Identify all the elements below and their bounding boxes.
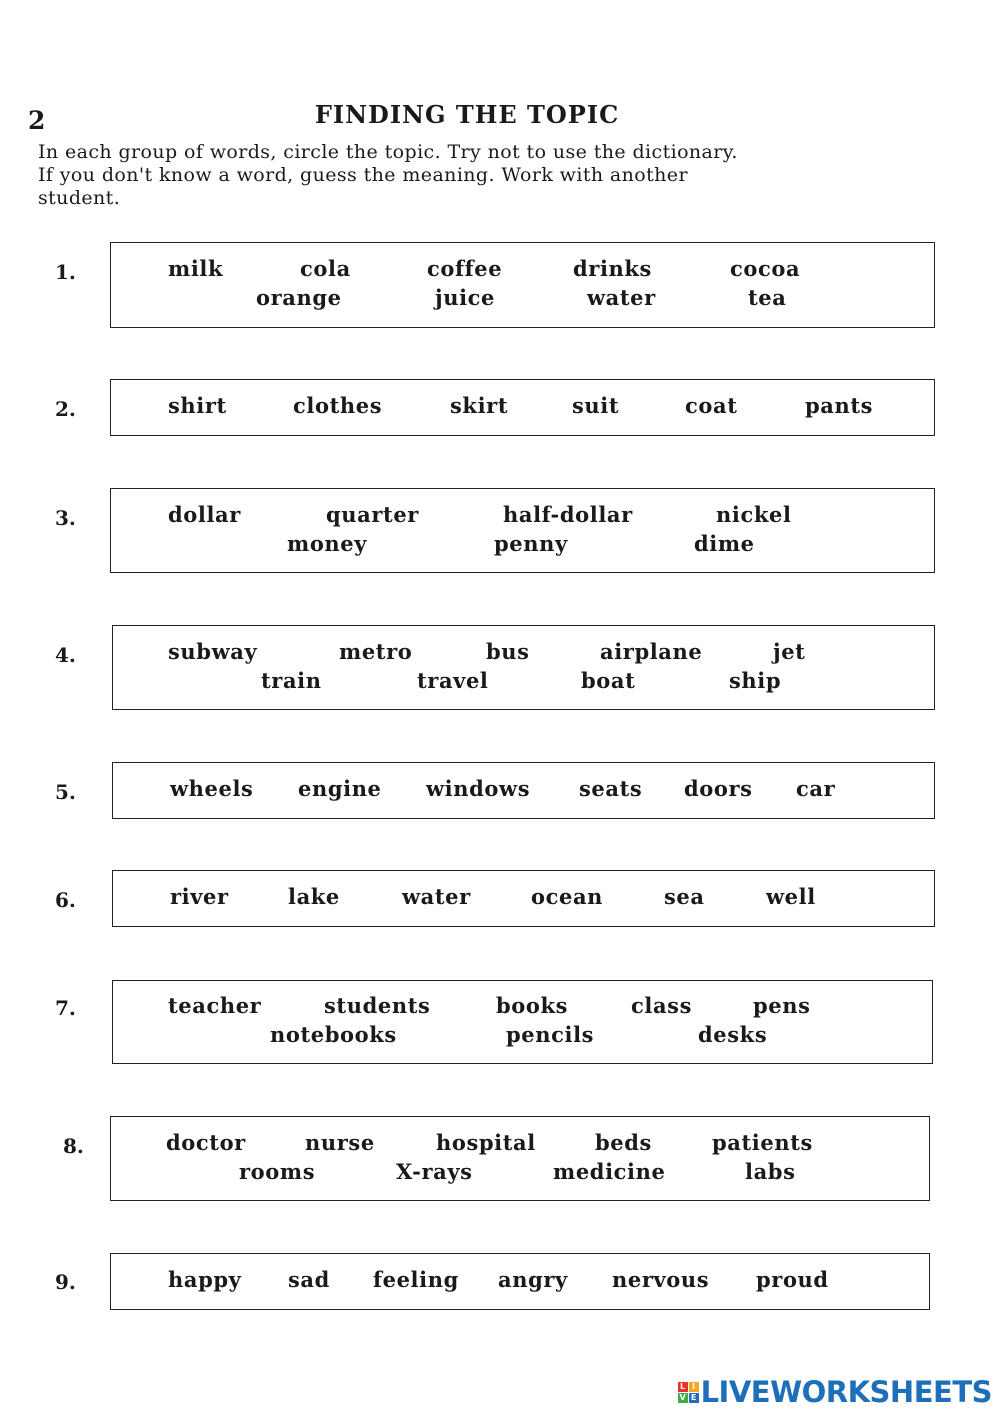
exercise-1-number: 1. bbox=[55, 260, 76, 284]
exercise-6-word[interactable]: ocean bbox=[531, 884, 604, 909]
exercise-4-box bbox=[112, 625, 935, 710]
instructions bbox=[38, 141, 918, 210]
exercise-3-number: 3. bbox=[55, 506, 76, 530]
exercise-7-word[interactable]: class bbox=[631, 993, 693, 1018]
exercise-8-word[interactable]: labs bbox=[745, 1159, 796, 1184]
instructions-line: student. bbox=[38, 187, 121, 209]
exercise-7-word[interactable]: teacher bbox=[168, 993, 262, 1018]
exercise-2-word[interactable]: suit bbox=[572, 393, 620, 418]
exercise-9-word[interactable]: feeling bbox=[373, 1267, 459, 1292]
exercise-6-number: 6. bbox=[55, 888, 76, 912]
exercise-1-box bbox=[110, 242, 935, 328]
exercise-2-word[interactable]: coat bbox=[685, 393, 738, 418]
exercise-1-word[interactable]: tea bbox=[748, 285, 787, 310]
exercise-5-word[interactable]: doors bbox=[684, 776, 753, 801]
exercise-4-word[interactable]: airplane bbox=[600, 639, 703, 664]
logo-badge-letter: I bbox=[689, 1382, 699, 1392]
exercise-3-word[interactable]: penny bbox=[494, 531, 568, 556]
exercise-7-word[interactable]: pens bbox=[753, 993, 811, 1018]
exercise-8-word[interactable]: beds bbox=[595, 1130, 652, 1155]
exercise-7-word[interactable]: pencils bbox=[506, 1022, 595, 1047]
exercise-4-word[interactable]: bus bbox=[486, 639, 530, 664]
exercise-8-word[interactable]: patients bbox=[712, 1130, 813, 1155]
exercise-2-word[interactable]: pants bbox=[805, 393, 874, 418]
exercise-3-word[interactable]: dime bbox=[694, 531, 755, 556]
exercise-5-word[interactable]: wheels bbox=[170, 776, 254, 801]
exercise-4-word[interactable]: ship bbox=[729, 668, 782, 693]
exercise-9-word[interactable]: nervous bbox=[612, 1267, 710, 1292]
exercise-6-word[interactable]: sea bbox=[664, 884, 705, 909]
exercise-4-word[interactable]: jet bbox=[773, 639, 806, 664]
exercise-7-word[interactable]: books bbox=[496, 993, 569, 1018]
exercise-2-number: 2. bbox=[55, 397, 76, 421]
exercise-4-word[interactable]: travel bbox=[417, 668, 489, 693]
exercise-8-word[interactable]: rooms bbox=[239, 1159, 316, 1184]
exercise-6-word[interactable]: well bbox=[766, 884, 816, 909]
exercise-8-word[interactable]: medicine bbox=[553, 1159, 666, 1184]
exercise-5-word[interactable]: seats bbox=[579, 776, 643, 801]
exercise-4-number: 4. bbox=[55, 643, 76, 667]
exercise-6-word[interactable]: river bbox=[170, 884, 229, 909]
exercise-1-word[interactable]: water bbox=[587, 285, 656, 310]
exercise-4-word[interactable]: boat bbox=[581, 668, 636, 693]
exercise-8-word[interactable]: doctor bbox=[166, 1130, 246, 1155]
exercise-4-word[interactable]: train bbox=[261, 668, 322, 693]
exercise-3-word[interactable]: nickel bbox=[716, 502, 792, 527]
exercise-9-word[interactable]: proud bbox=[756, 1267, 829, 1292]
exercise-8-word[interactable]: hospital bbox=[436, 1130, 536, 1155]
exercise-5-word[interactable]: windows bbox=[426, 776, 531, 801]
logo-badge-icon bbox=[678, 1382, 699, 1403]
exercise-3-word[interactable]: half-dollar bbox=[503, 502, 633, 527]
exercise-7-word[interactable]: students bbox=[324, 993, 431, 1018]
exercise-2-word[interactable]: shirt bbox=[168, 393, 227, 418]
exercise-9-word[interactable]: happy bbox=[168, 1267, 242, 1292]
exercise-1-word[interactable]: cola bbox=[300, 256, 351, 281]
exercise-8-number: 8. bbox=[63, 1134, 84, 1158]
exercise-6-word[interactable]: lake bbox=[288, 884, 340, 909]
exercise-1-word[interactable]: orange bbox=[256, 285, 342, 310]
logo-badge-letter: E bbox=[689, 1393, 699, 1403]
exercise-8-word[interactable]: X-rays bbox=[396, 1159, 473, 1184]
exercise-8-box bbox=[110, 1116, 930, 1201]
exercise-1-word[interactable]: juice bbox=[435, 285, 495, 310]
exercise-7-number: 7. bbox=[55, 996, 76, 1020]
exercise-7-word[interactable]: desks bbox=[698, 1022, 768, 1047]
instructions-line: If you don't know a word, guess the meaning. Work with another bbox=[38, 164, 688, 186]
instructions-line: In each group of words, circle the topic. Try not to use the dictionary. bbox=[38, 141, 738, 163]
exercise-4-word[interactable]: subway bbox=[168, 639, 258, 664]
exercise-2-word[interactable]: skirt bbox=[450, 393, 509, 418]
exercise-5-number: 5. bbox=[55, 780, 76, 804]
logo-badge-letter: V bbox=[679, 1392, 686, 1402]
exercise-6-word[interactable]: water bbox=[402, 884, 471, 909]
logo-text: LIVEWORKSHEETS bbox=[700, 1375, 992, 1409]
exercise-9-word[interactable]: sad bbox=[288, 1267, 330, 1292]
exercise-1-word[interactable]: cocoa bbox=[730, 256, 801, 281]
page-number: 2 bbox=[28, 106, 46, 135]
exercise-9-number: 9. bbox=[55, 1270, 76, 1294]
exercise-1-word[interactable]: milk bbox=[168, 256, 224, 281]
exercise-5-word[interactable]: car bbox=[796, 776, 836, 801]
exercise-5-word[interactable]: engine bbox=[298, 776, 382, 801]
page-title: FINDING THE TOPIC bbox=[314, 100, 620, 129]
exercise-1-word[interactable]: drinks bbox=[573, 256, 652, 281]
exercise-4-word[interactable]: metro bbox=[339, 639, 413, 664]
logo-badge-letter: L bbox=[678, 1382, 688, 1392]
exercise-3-word[interactable]: dollar bbox=[168, 502, 241, 527]
exercise-9-word[interactable]: angry bbox=[498, 1267, 568, 1292]
exercise-1-word[interactable]: coffee bbox=[427, 256, 503, 281]
exercise-7-word[interactable]: notebooks bbox=[270, 1022, 397, 1047]
exercise-2-word[interactable]: clothes bbox=[293, 393, 383, 418]
liveworksheets-logo bbox=[678, 1374, 992, 1410]
exercise-3-word[interactable]: money bbox=[287, 531, 368, 556]
exercise-3-word[interactable]: quarter bbox=[326, 502, 419, 527]
exercise-8-word[interactable]: nurse bbox=[305, 1130, 375, 1155]
